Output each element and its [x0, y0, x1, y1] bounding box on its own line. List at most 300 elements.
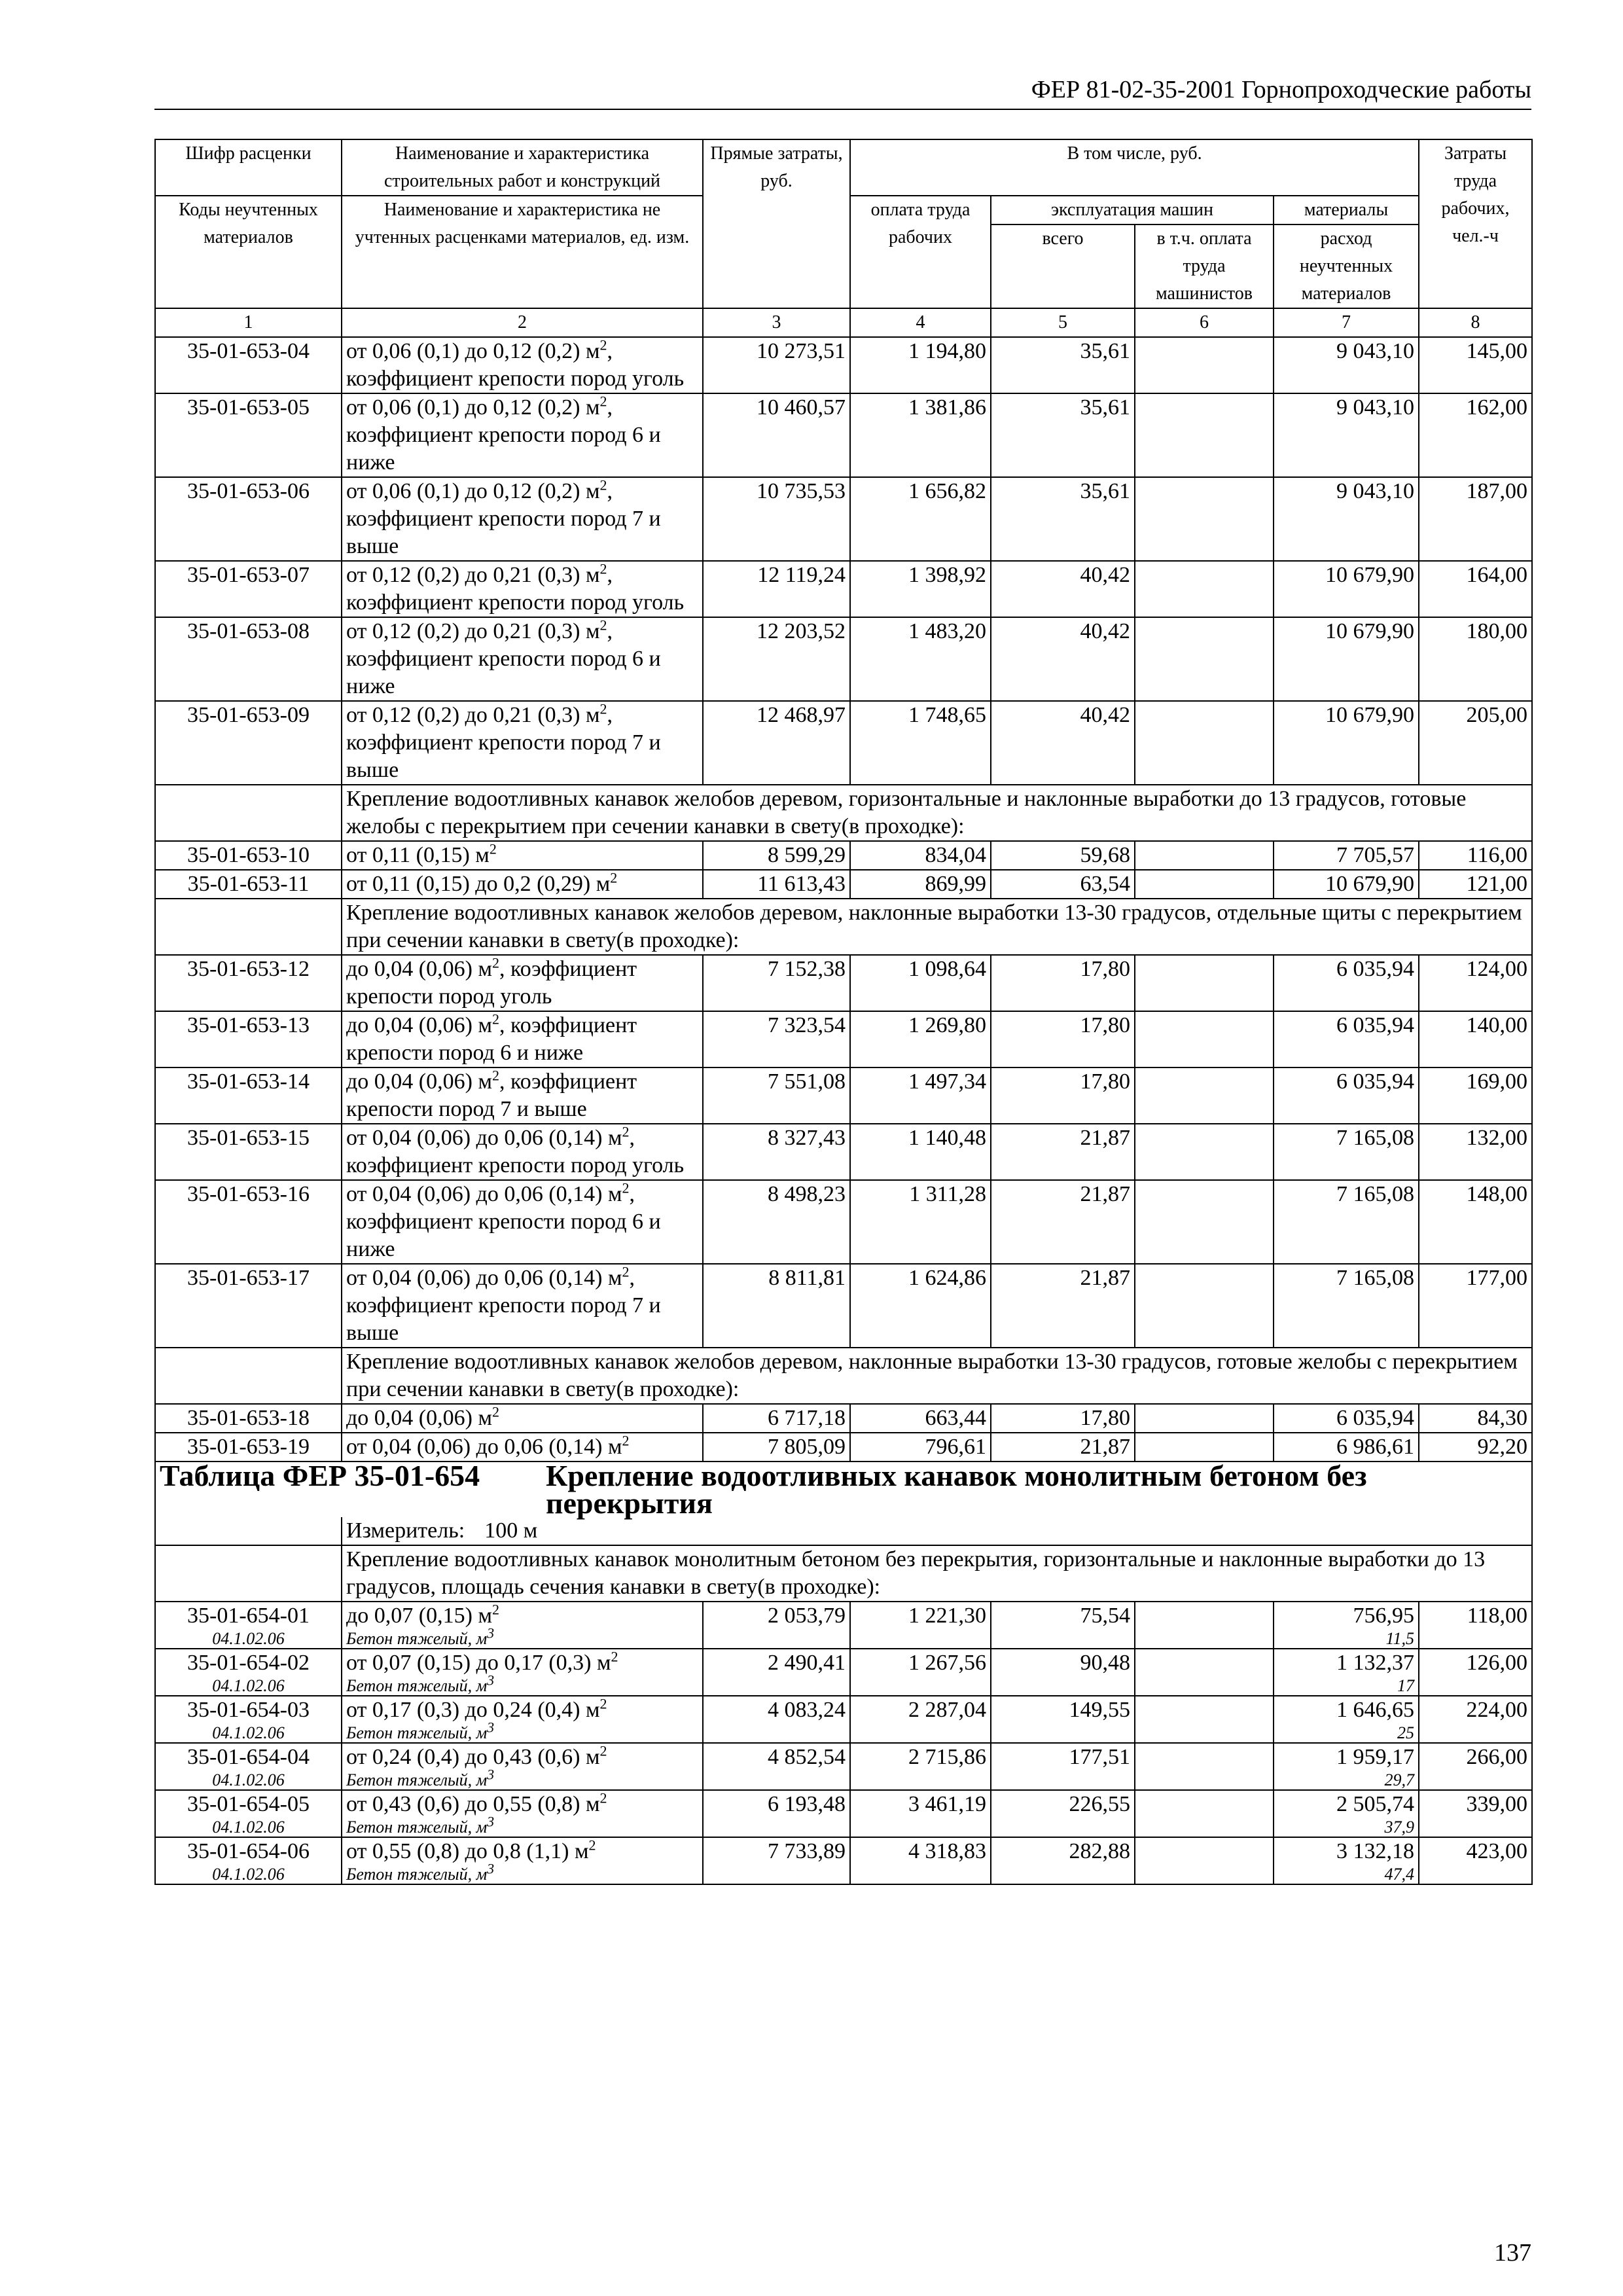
rate-name-text: от 0,12 (0,2) до 0,21 (0,3) $м^2$, коэффициент крепости пород 7 и выше — [346, 700, 661, 782]
rate-name — [342, 841, 703, 870]
section-title: Крепление водоотливных канавок желобов деревом, горизонтальные и наклонные выработки до 13 градусов, готовые желобы с перекрытием при сечении канавки в свету(в проходке): — [342, 785, 1532, 841]
rate-code-text: 35-01-653-05 — [187, 395, 310, 420]
labor-cost: 140,00 — [1419, 1011, 1532, 1067]
machinists-pay — [1135, 1696, 1274, 1743]
machines-total: 226,55 — [991, 1790, 1135, 1837]
labor-pay: 1 748,65 — [850, 701, 991, 785]
direct-cost: 7 551,08 — [703, 1067, 850, 1124]
materials-value: 10 679,90 — [1325, 563, 1415, 587]
materials-cost — [1274, 870, 1419, 899]
hdr-mach-total: всего — [991, 224, 1135, 308]
materials-cost — [1274, 561, 1419, 617]
machines-total: 35,61 — [991, 393, 1135, 477]
materials-cost — [1274, 1602, 1419, 1649]
direct-cost: 7 733,89 — [703, 1837, 850, 1884]
machinists-pay — [1135, 393, 1274, 477]
direct-cost: 8 599,29 — [703, 841, 850, 870]
rate-name-text: от 0,11 (0,15) до 0,2 (0,29) $м^2$ — [346, 869, 618, 896]
table-row — [155, 1837, 1532, 1884]
rates-table — [154, 139, 1533, 1885]
rate-code-text: 35-01-653-04 — [187, 339, 310, 363]
machines-total: 177,51 — [991, 1743, 1135, 1790]
labor-pay: 3 461,19 — [850, 1790, 991, 1837]
material-qty: 11,5 — [1385, 1629, 1415, 1648]
section-blank — [155, 899, 342, 955]
section-row — [155, 1348, 1532, 1404]
rate-name — [342, 337, 703, 393]
header-row — [155, 139, 1532, 196]
direct-cost: 4 852,54 — [703, 1743, 850, 1790]
labor-cost: 92,20 — [1419, 1433, 1532, 1462]
materials-value: 6 035,94 — [1336, 1069, 1415, 1094]
rate-code — [155, 477, 342, 561]
rate-code-text: 35-01-654-03 — [187, 1698, 310, 1722]
machines-total: 21,87 — [991, 1433, 1135, 1462]
labor-pay: 1 381,86 — [850, 393, 991, 477]
materials-value: 6 986,61 — [1336, 1435, 1415, 1459]
column-number: 7 — [1274, 308, 1419, 337]
measure-label: Измеритель: — [346, 1518, 465, 1543]
rate-name — [342, 1124, 703, 1180]
rate-code — [155, 1011, 342, 1067]
machines-total: 35,61 — [991, 337, 1135, 393]
rate-code-text: 35-01-653-12 — [187, 957, 310, 981]
rate-name — [342, 1696, 703, 1743]
section-title: Крепление водоотливных канавок монолитным бетоном без перекрытия, горизонтальные и наклонные выработки до 13 градусов, площадь сечения канавки в свету(в проходке): — [342, 1545, 1532, 1602]
table-row — [155, 701, 1532, 785]
rate-name-text: от 0,07 (0,15) до 0,17 (0,3) $м^2$ — [346, 1648, 618, 1675]
page-number: 137 — [1494, 2239, 1531, 2267]
hdr-mach-pay: в т.ч. оплата труда машинистов — [1135, 224, 1274, 308]
rate-name-text: от 0,04 (0,06) до 0,06 (0,14) $м^2$ — [346, 1432, 630, 1459]
rate-code — [155, 1124, 342, 1180]
machinists-pay — [1135, 1837, 1274, 1884]
rate-code — [155, 955, 342, 1011]
rate-name — [342, 561, 703, 617]
rate-name — [342, 1404, 703, 1433]
hdr-materials: материалы — [1274, 196, 1419, 224]
machinists-pay — [1135, 1124, 1274, 1180]
materials-cost — [1274, 1743, 1419, 1790]
materials-value: 3 132,18 — [1336, 1839, 1415, 1863]
rate-name-text: от 0,06 (0,1) до 0,12 (0,2) $м^2$, коэффициент крепости пород уголь — [346, 336, 685, 391]
direct-cost: 7 152,38 — [703, 955, 850, 1011]
rate-code-text: 35-01-653-19 — [187, 1435, 310, 1459]
hdr-mat-names: Наименование и характеристика не учтенных расценками материалов, ед. изм. — [342, 196, 703, 308]
rate-name-text: до 0,04 (0,06) $м^2$, коэффициент крепости пород 6 и ниже — [346, 1011, 637, 1065]
page-header: ФЕР 81-02-35-2001 Горнопроходческие работы — [154, 71, 1531, 110]
table-body — [155, 139, 1532, 1884]
rate-code — [155, 1696, 342, 1743]
labor-cost: 145,00 — [1419, 337, 1532, 393]
machinists-pay — [1135, 701, 1274, 785]
table-row — [155, 1790, 1532, 1837]
labor-cost: 177,00 — [1419, 1264, 1532, 1348]
labor-cost: 126,00 — [1419, 1649, 1532, 1696]
table-row — [155, 1124, 1532, 1180]
labor-cost: 132,00 — [1419, 1124, 1532, 1180]
hdr-code: Шифр расценки — [155, 139, 342, 196]
materials-cost — [1274, 841, 1419, 870]
rate-code — [155, 1743, 342, 1790]
machines-total: 149,55 — [991, 1696, 1135, 1743]
labor-cost: 118,00 — [1419, 1602, 1532, 1649]
labor-pay: 663,44 — [850, 1404, 991, 1433]
labor-cost: 162,00 — [1419, 393, 1532, 477]
rate-code-text: 35-01-653-08 — [187, 619, 310, 643]
materials-cost — [1274, 393, 1419, 477]
table-row — [155, 1433, 1532, 1462]
column-number: 1 — [155, 308, 342, 337]
materials-value: 6 035,94 — [1336, 1013, 1415, 1037]
materials-cost — [1274, 1264, 1419, 1348]
material-name: Бетон тяжелый, $м^3$ — [346, 1719, 495, 1742]
machines-total: 75,54 — [991, 1602, 1135, 1649]
hdr-name: Наименование и характеристика строительных работ и конструкций — [342, 139, 703, 196]
rate-name — [342, 955, 703, 1011]
machinists-pay — [1135, 1743, 1274, 1790]
labor-pay: 1 311,28 — [850, 1180, 991, 1264]
material-code: 04.1.02.06 — [212, 1818, 285, 1837]
section-title: Крепление водоотливных канавок желобов деревом, наклонные выработки 13-30 градусов, готовые желобы с перекрытием при сечении канавки в свету(в проходке): — [342, 1348, 1532, 1404]
rate-code — [155, 393, 342, 477]
machines-total: 40,42 — [991, 617, 1135, 701]
hdr-labor-pay: оплата труда рабочих — [850, 196, 991, 308]
labor-pay: 1 497,34 — [850, 1067, 991, 1124]
rate-name — [342, 1649, 703, 1696]
section-blank — [155, 1545, 342, 1602]
rate-name-text: до 0,04 (0,06) $м^2$, коэффициент крепости пород уголь — [346, 954, 637, 1009]
column-number: 5 — [991, 308, 1135, 337]
material-qty: 47,4 — [1384, 1865, 1415, 1884]
rate-code — [155, 1264, 342, 1348]
section-title: Крепление водоотливных канавок желобов деревом, наклонные выработки 13-30 градусов, отдельные щиты с перекрытием при сечении канавки в свету(в проходке): — [342, 899, 1532, 955]
rate-code — [155, 841, 342, 870]
materials-cost — [1274, 1696, 1419, 1743]
labor-cost: 339,00 — [1419, 1790, 1532, 1837]
rate-code — [155, 561, 342, 617]
table-row — [155, 561, 1532, 617]
rate-name — [342, 1790, 703, 1837]
rate-name — [342, 1067, 703, 1124]
rate-code — [155, 1433, 342, 1462]
labor-pay: 2 287,04 — [850, 1696, 991, 1743]
direct-cost: 8 811,81 — [703, 1264, 850, 1348]
hdr-machines: эксплуатация машин — [991, 196, 1274, 224]
rate-code-text: 35-01-654-05 — [187, 1792, 310, 1816]
direct-cost: 12 119,24 — [703, 561, 850, 617]
machinists-pay — [1135, 870, 1274, 899]
machines-total: 21,87 — [991, 1180, 1135, 1264]
rate-name-text: от 0,12 (0,2) до 0,21 (0,3) $м^2$, коэффициент крепости пород 6 и ниже — [346, 617, 661, 698]
rate-name — [342, 1433, 703, 1462]
rate-code-text: 35-01-654-02 — [187, 1651, 310, 1675]
material-name: Бетон тяжелый, $м^3$ — [346, 1860, 495, 1884]
rate-code — [155, 870, 342, 899]
table-label: Таблица ФЕР 35-01-654 — [160, 1459, 480, 1492]
materials-cost — [1274, 477, 1419, 561]
machinists-pay — [1135, 1790, 1274, 1837]
table-title: Крепление водоотливных канавок монолитным бетоном без перекрытия — [546, 1459, 1367, 1520]
labor-pay: 1 624,86 — [850, 1264, 991, 1348]
machines-total: 40,42 — [991, 701, 1135, 785]
rate-name-text: от 0,55 (0,8) до 0,8 (1,1) $м^2$ — [346, 1837, 596, 1863]
materials-value: 9 043,10 — [1336, 339, 1415, 363]
labor-cost: 205,00 — [1419, 701, 1532, 785]
table-row — [155, 1011, 1532, 1067]
materials-value: 756,95 — [1353, 1604, 1415, 1628]
column-number: 4 — [850, 308, 991, 337]
machines-total: 90,48 — [991, 1649, 1135, 1696]
direct-cost: 2 490,41 — [703, 1649, 850, 1696]
hdr-labor: Затраты труда рабочих, чел.-ч — [1419, 139, 1532, 308]
rate-code — [155, 1649, 342, 1696]
direct-cost: 11 613,43 — [703, 870, 850, 899]
materials-cost — [1274, 701, 1419, 785]
machinists-pay — [1135, 1011, 1274, 1067]
material-code: 04.1.02.06 — [212, 1865, 285, 1884]
labor-pay: 1 194,80 — [850, 337, 991, 393]
labor-pay: 1 483,20 — [850, 617, 991, 701]
measure-blank — [155, 1517, 342, 1545]
labor-cost: 121,00 — [1419, 870, 1532, 899]
section-row — [155, 899, 1532, 955]
labor-pay: 4 318,83 — [850, 1837, 991, 1884]
materials-value: 6 035,94 — [1336, 1406, 1415, 1430]
labor-pay: 1 267,56 — [850, 1649, 991, 1696]
table-row — [155, 1180, 1532, 1264]
labor-cost: 148,00 — [1419, 1180, 1532, 1264]
materials-value: 7 165,08 — [1336, 1266, 1415, 1290]
rate-name-text: до 0,04 (0,06) $м^2$ — [346, 1403, 499, 1430]
machinists-pay — [1135, 955, 1274, 1011]
machinists-pay — [1135, 617, 1274, 701]
table-row — [155, 337, 1532, 393]
materials-cost — [1274, 617, 1419, 701]
rate-name-text: от 0,12 (0,2) до 0,21 (0,3) $м^2$, коэффициент крепости пород уголь — [346, 560, 685, 615]
material-qty: 17 — [1397, 1676, 1415, 1695]
rate-name — [342, 870, 703, 899]
hdr-direct: Прямые затраты, руб. — [703, 139, 850, 308]
direct-cost: 12 468,97 — [703, 701, 850, 785]
materials-cost — [1274, 955, 1419, 1011]
column-number: 2 — [342, 308, 703, 337]
rate-code — [155, 1602, 342, 1649]
labor-cost: 164,00 — [1419, 561, 1532, 617]
rate-code-text: 35-01-653-09 — [187, 703, 310, 727]
materials-cost — [1274, 1124, 1419, 1180]
table-row — [155, 841, 1532, 870]
rate-name — [342, 477, 703, 561]
rate-code-text: 35-01-653-13 — [187, 1013, 310, 1037]
direct-cost: 8 327,43 — [703, 1124, 850, 1180]
table-row — [155, 1067, 1532, 1124]
materials-value: 9 043,10 — [1336, 479, 1415, 503]
rate-code-text: 35-01-653-11 — [187, 872, 310, 896]
rate-name-text: от 0,06 (0,1) до 0,12 (0,2) $м^2$, коэффициент крепости пород 7 и выше — [346, 476, 661, 558]
machines-total: 40,42 — [991, 561, 1135, 617]
machines-total: 17,80 — [991, 1404, 1135, 1433]
rate-code — [155, 1180, 342, 1264]
table-row — [155, 1649, 1532, 1696]
table-row — [155, 1264, 1532, 1348]
materials-value: 7 705,57 — [1336, 843, 1415, 867]
rate-name — [342, 701, 703, 785]
machinists-pay — [1135, 477, 1274, 561]
direct-cost: 7 805,09 — [703, 1433, 850, 1462]
rate-name — [342, 1837, 703, 1884]
machinists-pay — [1135, 1404, 1274, 1433]
table-row — [155, 1743, 1532, 1790]
rate-code — [155, 1837, 342, 1884]
table-row — [155, 1404, 1532, 1433]
labor-pay: 1 098,64 — [850, 955, 991, 1011]
machinists-pay — [1135, 1602, 1274, 1649]
machines-total: 17,80 — [991, 1067, 1135, 1124]
rate-name-text: от 0,24 (0,4) до 0,43 (0,6) $м^2$ — [346, 1742, 607, 1769]
hdr-incl: В том числе, руб. — [850, 139, 1419, 196]
materials-cost — [1274, 1180, 1419, 1264]
machinists-pay — [1135, 337, 1274, 393]
materials-cost — [1274, 1404, 1419, 1433]
material-name: Бетон тяжелый, $м^3$ — [346, 1813, 495, 1837]
rate-name — [342, 1011, 703, 1067]
materials-cost — [1274, 1067, 1419, 1124]
material-code: 04.1.02.06 — [212, 1770, 285, 1789]
table-title-cell — [155, 1459, 1532, 1520]
rate-code-text: 35-01-654-04 — [187, 1745, 310, 1769]
machinists-pay — [1135, 1433, 1274, 1462]
rate-name-text: до 0,07 (0,15) $м^2$ — [346, 1601, 499, 1628]
table-row — [155, 955, 1532, 1011]
labor-pay: 1 656,82 — [850, 477, 991, 561]
materials-value: 1 132,37 — [1336, 1651, 1415, 1675]
rate-name — [342, 1743, 703, 1790]
direct-cost: 10 735,53 — [703, 477, 850, 561]
materials-value: 10 679,90 — [1325, 872, 1415, 896]
labor-pay: 1 140,48 — [850, 1124, 991, 1180]
rate-name-text: от 0,06 (0,1) до 0,12 (0,2) $м^2$, коэффициент крепости пород 6 и ниже — [346, 393, 661, 475]
rate-code — [155, 1790, 342, 1837]
rate-name-text: от 0,11 (0,15) $м^2$ — [346, 840, 497, 867]
materials-cost — [1274, 1837, 1419, 1884]
rate-code — [155, 1404, 342, 1433]
materials-value: 10 679,90 — [1325, 619, 1415, 643]
machinists-pay — [1135, 1067, 1274, 1124]
machines-total: 282,88 — [991, 1837, 1135, 1884]
material-qty: 25 — [1397, 1723, 1415, 1742]
table-row — [155, 1696, 1532, 1743]
materials-value: 1 959,17 — [1336, 1745, 1415, 1769]
rate-name — [342, 393, 703, 477]
rate-code-text: 35-01-654-06 — [187, 1839, 310, 1863]
material-name: Бетон тяжелый, $м^3$ — [346, 1624, 495, 1648]
direct-cost: 10 273,51 — [703, 337, 850, 393]
rate-code-text: 35-01-653-18 — [187, 1406, 310, 1430]
labor-cost: 224,00 — [1419, 1696, 1532, 1743]
material-code: 04.1.02.06 — [212, 1723, 285, 1742]
machinists-pay — [1135, 1180, 1274, 1264]
section-row — [155, 785, 1532, 841]
rate-code — [155, 701, 342, 785]
rate-code-text: 35-01-653-06 — [187, 479, 310, 503]
machines-total: 17,80 — [991, 1011, 1135, 1067]
machines-total: 35,61 — [991, 477, 1135, 561]
direct-cost: 2 053,79 — [703, 1602, 850, 1649]
rate-code — [155, 1067, 342, 1124]
materials-value: 1 646,65 — [1336, 1698, 1415, 1722]
machinists-pay — [1135, 1649, 1274, 1696]
labor-pay: 1 221,30 — [850, 1602, 991, 1649]
rate-name — [342, 1180, 703, 1264]
direct-cost: 6 717,18 — [703, 1404, 850, 1433]
labor-pay: 869,99 — [850, 870, 991, 899]
materials-cost — [1274, 1790, 1419, 1837]
machines-total: 63,54 — [991, 870, 1135, 899]
labor-cost: 116,00 — [1419, 841, 1532, 870]
machinists-pay — [1135, 561, 1274, 617]
materials-cost — [1274, 1011, 1419, 1067]
labor-pay: 1 269,80 — [850, 1011, 991, 1067]
rate-code — [155, 617, 342, 701]
machinists-pay — [1135, 1264, 1274, 1348]
machines-total: 59,68 — [991, 841, 1135, 870]
table-row — [155, 393, 1532, 477]
machines-total: 21,87 — [991, 1124, 1135, 1180]
labor-cost: 84,30 — [1419, 1404, 1532, 1433]
rate-name — [342, 617, 703, 701]
labor-cost: 187,00 — [1419, 477, 1532, 561]
table-row — [155, 477, 1532, 561]
rate-name-text: от 0,04 (0,06) до 0,06 (0,14) $м^2$, коэффициент крепости пород уголь — [346, 1123, 685, 1177]
material-name: Бетон тяжелый, $м^3$ — [346, 1766, 495, 1789]
table-title-row — [155, 1462, 1532, 1517]
labor-cost: 124,00 — [1419, 955, 1532, 1011]
material-name: Бетон тяжелый, $м^3$ — [346, 1672, 495, 1695]
materials-cost — [1274, 337, 1419, 393]
rate-code-text: 35-01-653-17 — [187, 1266, 310, 1290]
direct-cost: 12 203,52 — [703, 617, 850, 701]
labor-pay: 834,04 — [850, 841, 991, 870]
labor-cost: 180,00 — [1419, 617, 1532, 701]
materials-value: 9 043,10 — [1336, 395, 1415, 420]
column-number: 8 — [1419, 308, 1532, 337]
rate-name — [342, 1602, 703, 1649]
rate-name-text: от 0,04 (0,06) до 0,06 (0,14) $м^2$, коэффициент крепости пород 7 и выше — [346, 1263, 661, 1345]
direct-cost: 10 460,57 — [703, 393, 850, 477]
section-blank — [155, 785, 342, 841]
rate-name-text: до 0,04 (0,06) $м^2$, коэффициент крепости пород 7 и выше — [346, 1067, 637, 1121]
labor-pay: 1 398,92 — [850, 561, 991, 617]
machines-total: 21,87 — [991, 1264, 1135, 1348]
material-code: 04.1.02.06 — [212, 1676, 285, 1695]
direct-cost: 8 498,23 — [703, 1180, 850, 1264]
machinists-pay — [1135, 841, 1274, 870]
labor-cost: 169,00 — [1419, 1067, 1532, 1124]
table-row — [155, 1602, 1532, 1649]
rate-name — [342, 1264, 703, 1348]
rate-code-text: 35-01-653-10 — [187, 843, 310, 867]
measure-row — [155, 1517, 1532, 1545]
rate-code — [155, 337, 342, 393]
labor-cost: 423,00 — [1419, 1837, 1532, 1884]
materials-value: 7 165,08 — [1336, 1182, 1415, 1206]
direct-cost: 4 083,24 — [703, 1696, 850, 1743]
column-number: 6 — [1135, 308, 1274, 337]
rate-name-text: от 0,43 (0,6) до 0,55 (0,8) $м^2$ — [346, 1789, 607, 1816]
section-row — [155, 1545, 1532, 1602]
machines-total: 17,80 — [991, 955, 1135, 1011]
